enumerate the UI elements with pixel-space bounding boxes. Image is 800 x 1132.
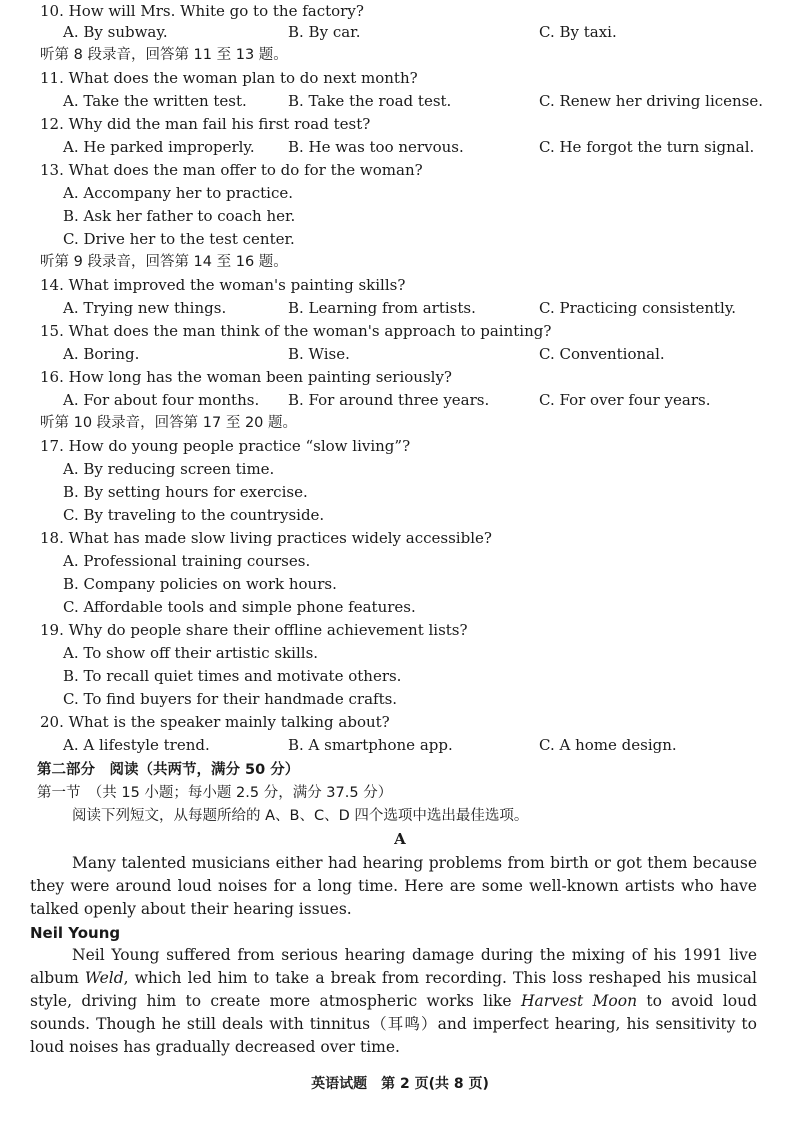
option-a: A. By subway. [63, 23, 168, 41]
subheading-neil-young: Neil Young [30, 924, 121, 942]
option-a: A. Accompany her to practice. [63, 184, 293, 202]
options-16 [40, 389, 770, 412]
option-b: B. To recall quiet times and motivate others. [63, 667, 402, 685]
question-text: 17. How do young people practice “slow living”? [40, 437, 411, 455]
question-10 [40, 0, 770, 23]
option-c: C. For over four years. [539, 391, 711, 409]
option-c: C. Drive her to the test center. [63, 230, 295, 248]
question-text: 12. Why did the man fail his first road test? [40, 115, 371, 133]
option-a: A. Professional training courses. [63, 552, 311, 570]
option-a: A. For about four months. [63, 391, 260, 409]
question-14 [40, 274, 770, 297]
paragraph-text: to avoid loud sounds. Though he still deals with tinnitus（耳鸣）and imperfect hearing, his sensitivity to loud noises has gradually decreased over time. [30, 992, 757, 1056]
option-17-a [40, 458, 770, 481]
instruction-section-9: 听第 9 段录音，回答第 14 至 16 题。 [40, 254, 288, 270]
question-16 [40, 366, 770, 389]
option-c: C. He forgot the turn signal. [539, 138, 755, 156]
part-two-title: 第二部分 阅读（共两节，满分 50 分） [37, 762, 300, 778]
option-19-a [40, 642, 770, 665]
option-b: B. For around three years. [288, 391, 490, 409]
option-b: B. He was too nervous. [288, 138, 464, 156]
option-c: C. By taxi. [539, 23, 617, 41]
option-b: B. Company policies on work hours. [63, 575, 337, 593]
option-a: A. Take the written test. [63, 92, 247, 110]
option-a: A. He parked improperly. [63, 138, 255, 156]
option-c: C. Renew her driving license. [539, 92, 764, 110]
paragraph-text: , which led him to take a break from recording. This loss reshaped his musical style, driving him to create more atmospheric works like [30, 969, 757, 1010]
section-one-title: 第一节 （共 15 小题；每小题 2.5 分，满分 37.5 分） [37, 785, 393, 801]
instruction-section-10: 听第 10 段录音，回答第 17 至 20 题。 [40, 415, 298, 431]
option-17-b [40, 481, 770, 504]
instruction-section-8: 听第 8 段录音，回答第 11 至 13 题。 [40, 47, 288, 63]
options-10 [40, 21, 770, 44]
option-c: C. To find buyers for their handmade crafts. [63, 690, 398, 708]
question-20 [40, 711, 770, 734]
option-18-b [40, 573, 770, 596]
option-c: C. A home design. [539, 736, 677, 754]
options-20 [40, 734, 770, 757]
options-14 [40, 297, 770, 320]
option-b: B. Take the road test. [288, 92, 452, 110]
option-c: C. By traveling to the countryside. [63, 506, 325, 524]
option-a: A. To show off their artistic skills. [63, 644, 319, 662]
album-title: Harvest Moon [520, 992, 638, 1010]
question-18 [40, 527, 770, 550]
passage-label: A [394, 830, 406, 848]
option-a: A. By reducing screen time. [63, 460, 275, 478]
option-c: C. Practicing consistently. [539, 299, 737, 317]
option-19-c [40, 688, 770, 711]
question-17 [40, 435, 770, 458]
option-c: C. Conventional. [539, 345, 665, 363]
option-a: A. A lifestyle trend. [63, 736, 210, 754]
option-a: A. Trying new things. [63, 299, 227, 317]
question-text: 11. What does the woman plan to do next month? [40, 69, 418, 87]
question-text: 20. What is the speaker mainly talking about? [40, 713, 390, 731]
option-b: B. Learning from artists. [288, 299, 476, 317]
options-12 [40, 136, 770, 159]
option-19-b [40, 665, 770, 688]
passage-intro: Many talented musicians either had hearing problems from birth or got them because they were around loud noises for a long time. Here are some well-known artists who have talked openly about their hearing issues. [30, 854, 757, 918]
question-text: 13. What does the man offer to do for the woman? [40, 161, 423, 179]
question-12 [40, 113, 770, 136]
option-b: B. By car. [288, 23, 361, 41]
page-footer: 英语试题 第 2 页(共 8 页) [311, 1076, 489, 1092]
option-13-a [40, 182, 770, 205]
question-text: 18. What has made slow living practices widely accessible? [40, 529, 492, 547]
question-text: 16. How long has the woman been painting seriously? [40, 368, 452, 386]
option-18-a [40, 550, 770, 573]
option-13-c [40, 228, 770, 251]
question-19 [40, 619, 770, 642]
option-b: B. By setting hours for exercise. [63, 483, 308, 501]
reading-instruction: 阅读下列短文，从每题所给的 A、B、C、D 四个选项中选出最佳选项。 [72, 808, 529, 824]
option-a: A. Boring. [63, 345, 140, 363]
option-b: B. Ask her father to coach her. [63, 207, 296, 225]
options-15 [40, 343, 770, 366]
option-b: B. Wise. [288, 345, 350, 363]
question-text: 15. What does the man think of the woman's approach to painting? [40, 322, 552, 340]
question-text: 14. What improved the woman's painting skills? [40, 276, 406, 294]
question-text: 19. Why do people share their offline achievement lists? [40, 621, 468, 639]
options-11 [40, 90, 770, 113]
option-18-c [40, 596, 770, 619]
option-b: B. A smartphone app. [288, 736, 453, 754]
question-text: 10. How will Mrs. White go to the factory? [40, 2, 364, 20]
paragraph-text: Neil Young suffered from serious hearing damage during the mixing of his 1991 live album [30, 946, 757, 987]
question-15 [40, 320, 770, 343]
album-title: Weld [84, 969, 124, 987]
option-17-c [40, 504, 770, 527]
option-13-b [40, 205, 770, 228]
option-c: C. Affordable tools and simple phone features. [63, 598, 416, 616]
question-11 [40, 67, 770, 90]
passage-neil-young [30, 944, 757, 1059]
question-13 [40, 159, 770, 182]
